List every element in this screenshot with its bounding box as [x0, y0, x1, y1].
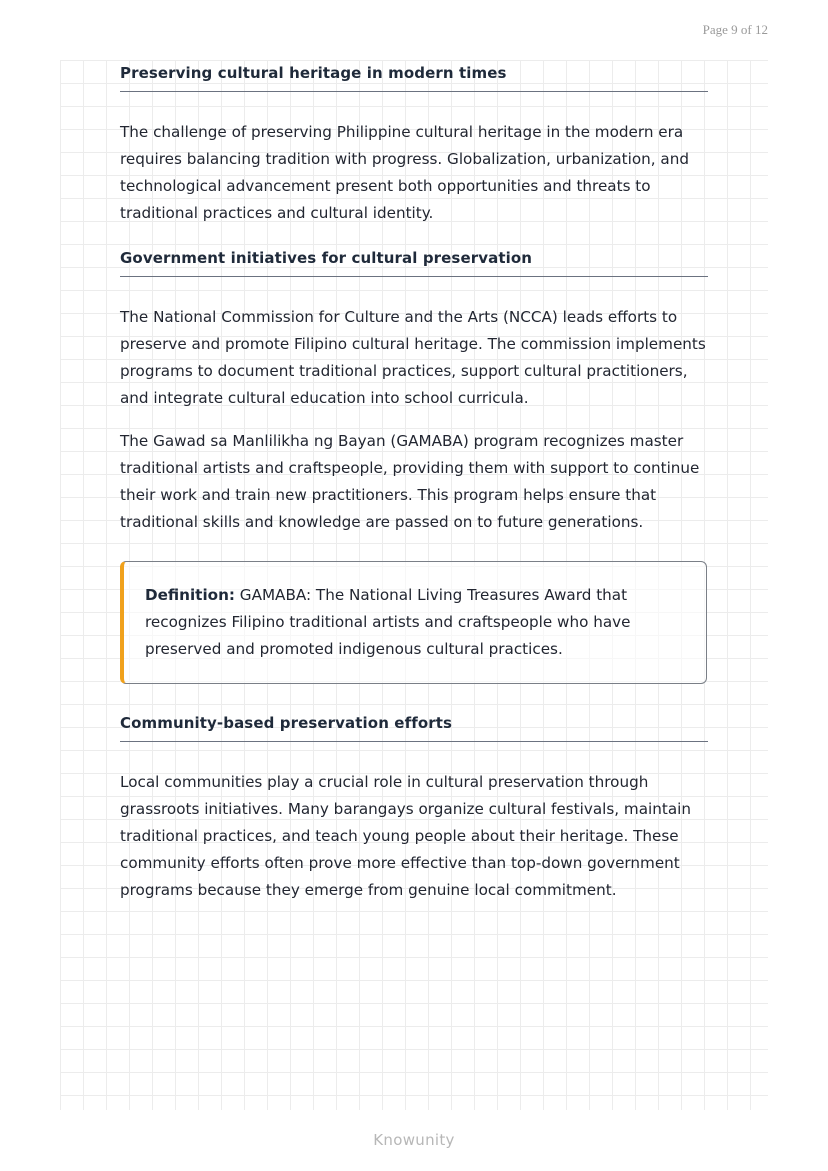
footer-brand-knowunity: Knowunity	[373, 1131, 455, 1149]
section-heading: Community-based preservation efforts	[120, 710, 708, 742]
document-content	[120, 60, 708, 904]
section-government-initiatives	[120, 245, 708, 684]
definition-callout	[120, 561, 707, 684]
section-heading: Government initiatives for cultural preservation	[120, 245, 708, 277]
page-indicator: Page 9 of 12	[702, 22, 768, 37]
definition-text	[145, 582, 686, 663]
section-paragraph: The challenge of preserving Philippine cultural heritage in the modern era requires balancing tradition with progress. Globalization, urbanization, and technological advancement present both opportunities and threats to traditional practices and cultural identity.	[120, 123, 690, 222]
section-community-efforts	[120, 710, 708, 904]
section-paragraph: The Gawad sa Manlilikha ng Bayan (GAMABA) program recognizes master traditional artists and craftspeople, providing them with support to continue their work and train new practitioners. This program helps ensure that traditional skills and knowledge are passed on to future generations.	[120, 432, 700, 531]
definition-label: Definition:	[145, 586, 235, 604]
definition-body: GAMABA: The National Living Treasures Award that recognizes Filipino traditional artists and craftspeople who have preserved and promoted indigenous cultural practices.	[145, 586, 631, 658]
section-paragraph: Local communities play a crucial role in cultural preservation through grassroots initiatives. Many barangays organize cultural festivals, maintain traditional practices, and teach young people about their heritage. These community efforts often prove more effective than top-down government programs because they emerge from genuine local commitment.	[120, 773, 691, 899]
section-heading: Preserving cultural heritage in modern times	[120, 60, 708, 92]
section-paragraph: The National Commission for Culture and the Arts (NCCA) leads efforts to preserve and promote Filipino cultural heritage. The commission implements programs to document traditional practices, support cultural practitioners, and integrate cultural education into school curricula.	[120, 308, 706, 407]
section-preserving-heritage	[120, 60, 708, 227]
